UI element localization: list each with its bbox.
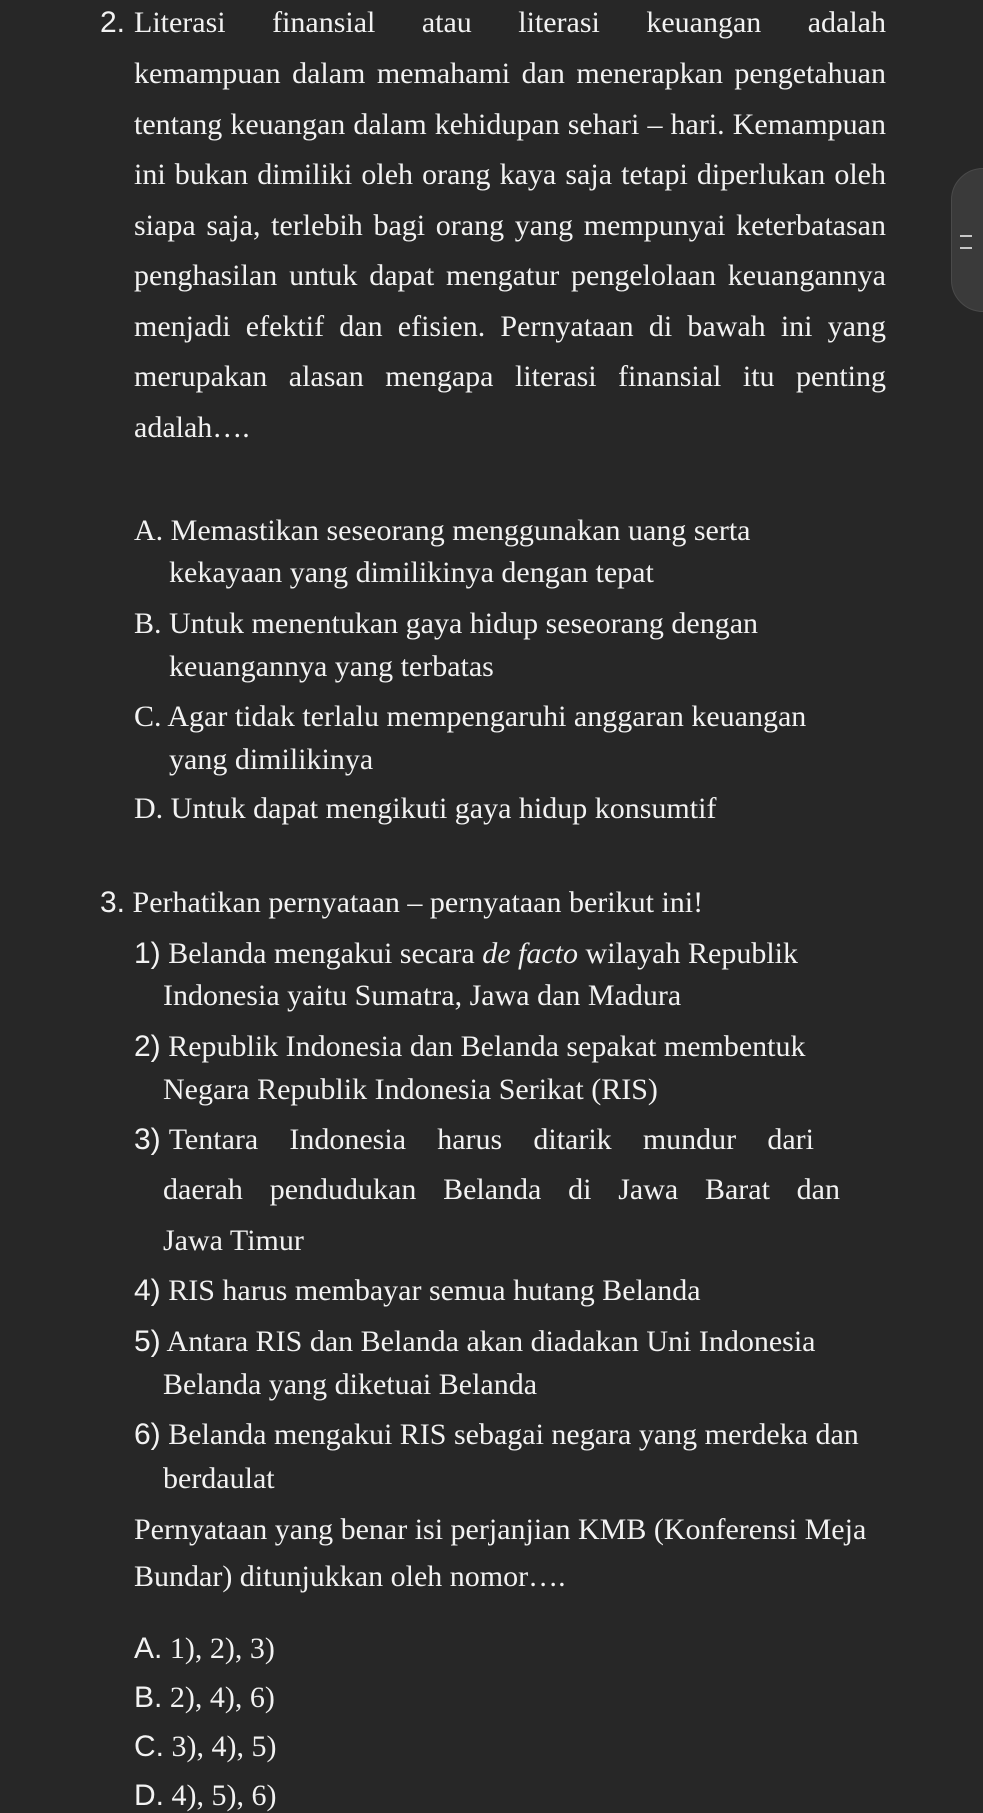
- q3-option-c: C. 3), 4), 5): [134, 1730, 277, 1763]
- q3-statement-2-cont: Negara Republik Indonesia Serikat (RIS): [163, 1073, 658, 1106]
- q2-first-line: [100, 6, 886, 40]
- q3-statement-1-cont: Indonesia yaitu Sumatra, Jawa dan Madura: [163, 979, 682, 1012]
- q3-statement-3: 3) Tentara Indonesia harus ditarik mundur dari: [134, 1123, 814, 1156]
- grip-icon: [960, 235, 972, 249]
- q3-statement-6-cont: berdaulat: [163, 1462, 275, 1495]
- q3-option-d: D. 4), 5), 6): [134, 1779, 277, 1812]
- scroll-handle[interactable]: [951, 168, 983, 312]
- q2-option-d: D. Untuk dapat mengikuti gaya hidup konsumtif: [134, 792, 717, 825]
- q2-number: 2.: [100, 6, 126, 39]
- q3-option-a: A. 1), 2), 3): [134, 1632, 275, 1665]
- q2-first-line-text: Literasi finansial atau literasi keuangan adalah: [134, 6, 886, 39]
- q3-title: Perhatikan pernyataan – pernyataan berikut ini!: [132, 886, 704, 919]
- q3-statement-5: 5) Antara RIS dan Belanda akan diadakan Uni Indonesia: [134, 1325, 816, 1358]
- q3-title-line: [100, 886, 703, 920]
- q3-statement-6: 6) Belanda mengakui RIS sebagai negara yang merdeka dan: [134, 1418, 859, 1451]
- q3-statement-2: 2) Republik Indonesia dan Belanda sepakat membentuk: [134, 1030, 806, 1063]
- q2-option-b: B. Untuk menentukan gaya hidup seseorang dengan: [134, 607, 759, 640]
- q3-statement-1: 1) Belanda mengakui secara de facto wilayah Republik: [134, 937, 798, 970]
- q2-option-a: A. Memastikan seseorang menggunakan uang serta: [134, 514, 751, 547]
- q3-question-line-1: Pernyataan yang benar isi perjanjian KMB (Konferensi Meja: [134, 1513, 867, 1546]
- q2-option-c: C. Agar tidak terlalu mempengaruhi anggaran keuangan: [134, 700, 807, 733]
- q3-statement-3-cont2: Jawa Timur: [163, 1224, 304, 1257]
- q2-option-a-cont: kekayaan yang dimilikinya dengan tepat: [169, 556, 654, 589]
- q3-statement-5-cont: Belanda yang diketuai Belanda: [163, 1368, 538, 1401]
- q3-number: 3.: [100, 886, 126, 919]
- q3-statement-4: 4) RIS harus membayar semua hutang Belanda: [134, 1274, 701, 1307]
- q3-option-b: B. 2), 4), 6): [134, 1681, 275, 1714]
- q3-question-line-2: Bundar) ditunjukkan oleh nomor….: [134, 1560, 566, 1593]
- q2-paragraph: kemampuan dalam memahami dan menerapkan pengetahuan tentang keuangan dalam kehidupan sehari – hari. Kemampuan ini bukan dimiliki oleh orang kaya saja tetapi diperlukan oleh siapa saja, terlebih bagi orang yang mempunyai keterbatasan penghasilan untuk dapat mengatur pengelolaan keuangannya menjadi efektif dan efisien. Pernyataan di bawah ini yang merupakan alasan mengapa literasi finansial itu penting adalah….: [134, 57, 886, 444]
- q3-statement-3-cont: daerah pendudukan Belanda di Jawa Barat dan: [163, 1173, 840, 1206]
- q2-option-b-cont: keuangannya yang terbatas: [169, 650, 494, 683]
- q2-option-c-cont: yang dimilikinya: [169, 743, 374, 776]
